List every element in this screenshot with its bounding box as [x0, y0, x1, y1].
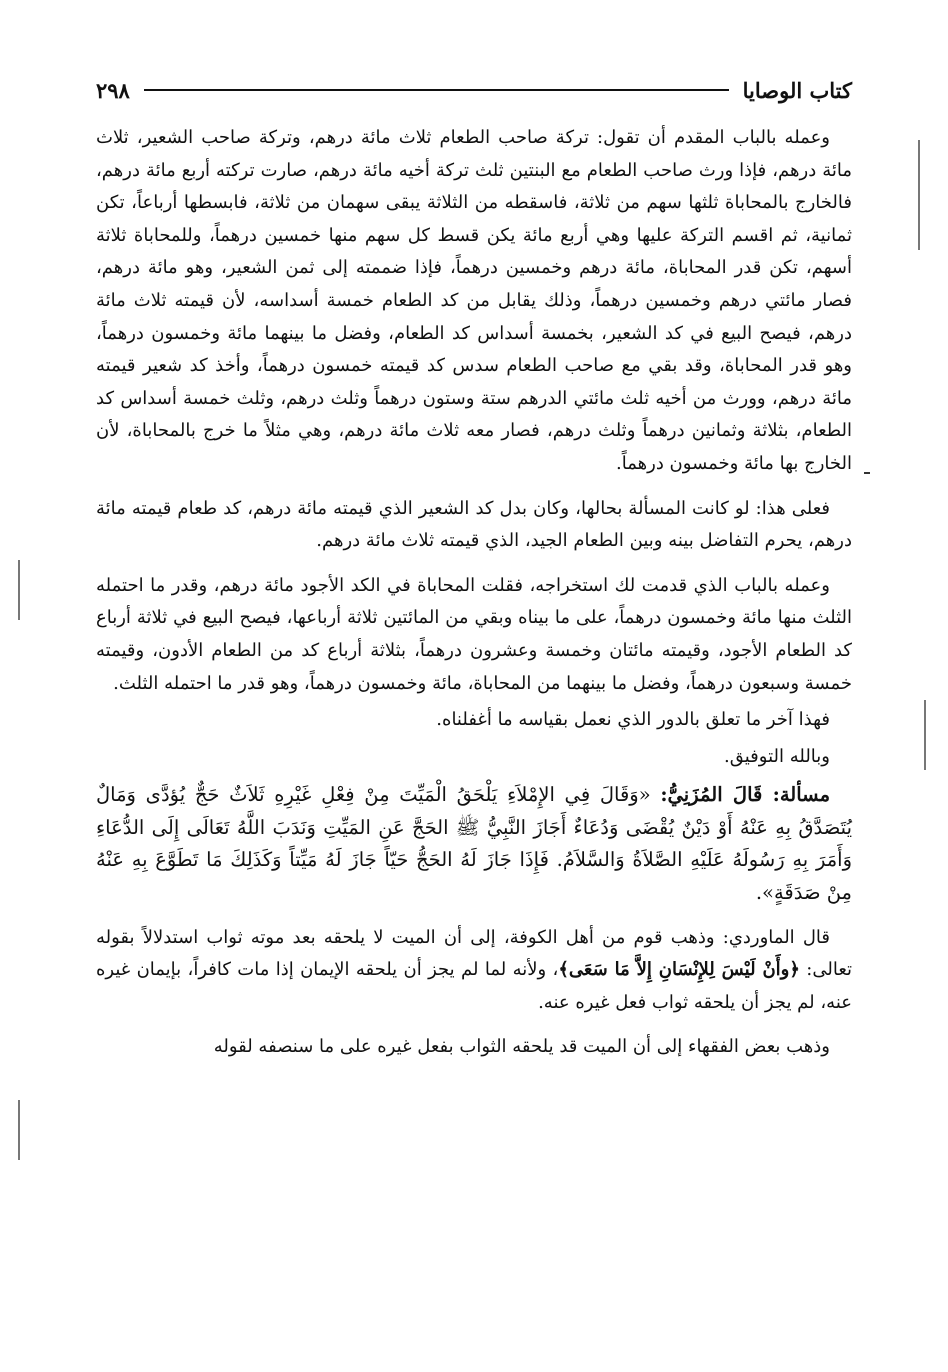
paragraph-variant: فعلى هذا: لو كانت المسألة بحالها، وكان بدل كد الشعير الذي قيمته مائة درهم، كد طعام قيمته مائة درهم، يحرم التفاضل بينه وبين الطعام الجيد، الذي قيمته ثلاث مائة درهم.: [96, 497, 852, 552]
scan-margin-mark: [924, 700, 926, 770]
header-rule: [144, 89, 729, 91]
quran-verse: ﴿وأَنْ لَيْسَ لِلإِنْسَانِ إِلاَّ مَا سَعَى﴾: [558, 959, 800, 981]
page-number: ٢٩٨: [96, 77, 130, 103]
book-title: كتاب الوصايا: [742, 77, 852, 103]
mawardi-after: ، ولأنه لما لم يجز أن يلحقه الإيمان إذا مات كافراً، بإيمان غيره عنه، لم يجز أن يلحقه ثواب فعل غيره عنه.: [96, 959, 852, 1013]
paragraph-method: وعمله بالباب الذي قدمت لك استخراجه، فقلت المحاباة في الكد الأجود مائة درهم، وقدر ما احتمله الثلث منها مائة وخمسون درهماً، على ما بيناه وبقي من المائتين ثلاثة أرباعها، فيصح البيع في ثلاثة أرباع كد الطعام الأجود، وقيمته مائتان وخمسة وعشرون درهماً، بثلاثة أرباع كد من الطعام الأدون، وقيمته خمسة وسبعون درهماً، وفضل ما بينهما من المحاباة، مائة وخمسون درهماً، وهو قدر ما احتمله الثلث.: [96, 574, 852, 694]
scan-margin-dot: [864, 472, 870, 474]
page-body: [96, 122, 852, 1064]
paragraph-conclusion: فهذا آخر ما تعلق بالدور الذي نعمل بقياسه ما أغفلناه.: [436, 709, 830, 731]
paragraph-calculation: وعمله بالباب المقدم أن تقول: تركة صاحب الطعام ثلاث مائة درهم، وتركة صاحب الشعير، ثلاث مائة درهم، فإذا ورث صاحب الطعام مع البنتين ثلث تركة أخيه مائة درهم، صارت تركته أربع مائة درهم، فالخارج بالمحاباة ثلثها سهم من ثلاثة، فاسقطه من الثلاثة يبقى سهمان من ثلاثة، فابسطها أرباعاً، تكن ثمانية، ثم اقسم التركة عليها وهي أربع مائة يكن قسط كل سهم منها خمسين درهماً، وللمحاباة ثلاثة أسهم، تكن قدر المحاباة، مائة درهم وخمسين درهماً، فإذا ضممته إلى ثمن الشعير، وهو مائة درهم، فصار مائتي درهم وخمسين درهماً، وذلك يقابل من كد الطعام خمسة أسداسه، لأن قيمته ثلاث مائة درهم، فيصح البيع في كد الشعير، بخمسة أسداس كد الطعام، وفضل ما بينهما مائة وخمسون درهماً، وهو قدر المحاباة، وقد بقي مع صاحب الطعام سدس كد قيمته خمسون درهماً، وأخذ كد شعير قيمته مائة درهم، وورث من أخيه ثلث مائتي الدرهم ستة وستون درهماً وثلث درهم، وثلث خمسة أسداس كد الطعام، بثلاثة وثمانين درهماً وثلث درهم، فصار معه ثلاث مائة درهم، وهي مثلاً ما خرج بالمحاباة، لأن الخارج بها مائة وخمسون درهماً.: [96, 127, 852, 474]
scan-margin-mark: [18, 1100, 20, 1160]
masala-paragraph: [96, 779, 852, 909]
masala-text: «وَقَالَ فِي الإِمْلاَءِ يَلْحَقُ الْمَيِّتَ مِنْ فِعْلِ غَيْرِهِ ثَلاَثٌ حَجٌّ يُؤدَّى وَمَالٌ يُتَصَدَّقُ بِهِ عَنْهُ أَوْ دَيْنٌ يُقْضَى وَدُعَاءٌ أَجَازَ النَّبِيُّ ﷺ الحَجَّ عَنِ المَيِّتِ وَنَدَبَ اللَّهُ تَعَالَى إِلَى الدُّعَاءِ وَأَمَرَ بِهِ رَسُولَهُ عَلَيْهِ الصَّلاَةُ وَالسَّلاَمُ. فَإِذَا جَازَ لَهُ الحَجُّ حَيّاً جَازَ لَهُ مَيِّتاً وَكَذَلِكَ مَا تَطَوَّعَ بِهِ عَنْهُ مِنْ صَدَقَةٍ».: [96, 783, 852, 905]
masala-label: مسألة: قَالَ المُزَنِيُّ:: [660, 783, 831, 807]
paragraph-last: وذهب بعض الفقهاء إلى أن الميت قد يلحقه الثواب بفعل غيره على ما سنصفه لقوله: [213, 1036, 830, 1058]
scan-margin-mark: [18, 560, 20, 620]
mawardi-paragraph: [96, 922, 852, 1020]
scan-margin-mark: [918, 140, 920, 250]
running-header: [96, 72, 852, 108]
mawardi-before: قال الماوردي: وذهب قوم من أهل الكوفة، إلى أن الميت لا يلحقه بعد موته ثواب استدلالاً بقوله تعالى:: [96, 926, 853, 981]
paragraph-closing: وبالله التوفيق.: [724, 745, 830, 767]
